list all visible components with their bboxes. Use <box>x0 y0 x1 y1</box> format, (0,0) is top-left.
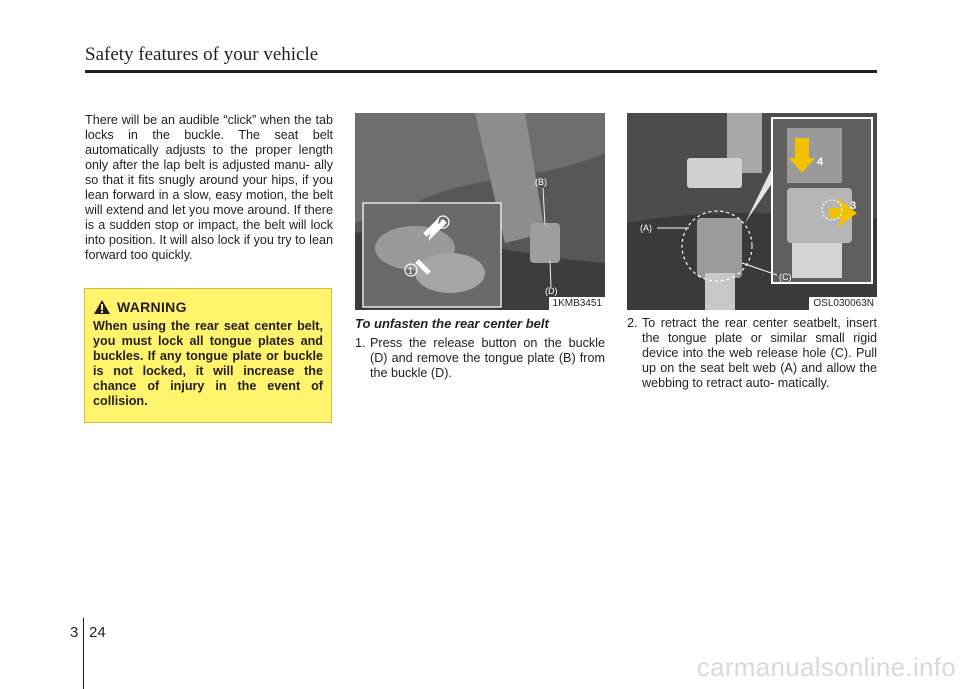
figure-code: 1KMB3451 <box>549 297 605 310</box>
page-header-title: Safety features of your vehicle <box>85 44 319 65</box>
figure-label-4: 4 <box>817 156 824 168</box>
figure-label-a: (A) <box>640 223 652 233</box>
chapter-number: 3 <box>70 624 79 641</box>
step-2 <box>627 316 877 391</box>
warning-box <box>84 288 332 423</box>
warning-title: WARNING <box>117 299 187 315</box>
footer-divider <box>83 618 84 689</box>
page-number: 24 <box>89 624 106 641</box>
body-paragraph: There will be an audible “click” when the tab locks in the buckle. The seat belt automatically adjusts to the proper length only after the lap belt is adjusted manu- ally so that it fits snugly around your hips, if you lean forward in a slow, easy motion, the belt will extend and let you move around. If there is a sudden stop or impact, the belt will lock into position. It will also lock if you try to lean forward too quickly. <box>85 113 333 262</box>
figure-label-3: 3 <box>850 200 857 212</box>
section-heading: To unfasten the rear center belt <box>355 316 549 331</box>
figure-label-2: 2 <box>440 218 446 228</box>
step-number: 2. <box>627 316 638 330</box>
step-1 <box>355 336 605 381</box>
figure-code: OSL030063N <box>809 297 877 310</box>
warning-triangle-icon <box>93 299 111 315</box>
watermark: carmanualsonline.info <box>696 652 956 682</box>
column-left <box>85 113 333 263</box>
figure-retract-illustration <box>627 113 877 310</box>
step-text: To retract the rear center seatbelt, insert the tongue plate or similar small rigid device into the web release hole (C). Pull up on the seat belt web (A) and allow the webbing to retract auto- matically. <box>642 316 877 390</box>
figure-label-c: (C) <box>779 272 792 282</box>
figure-unfasten-belt <box>355 113 605 310</box>
header-rule <box>85 70 877 73</box>
warning-header <box>93 299 323 315</box>
figure-label-b: (B) <box>535 177 547 187</box>
figure-unfasten-illustration <box>355 113 605 310</box>
figure-label-1: 1 <box>408 266 414 276</box>
figure-label-d: (D) <box>545 286 558 296</box>
step-text: Press the release button on the buckle (D) and remove the tongue plate (B) from the buckle (D). <box>370 336 605 380</box>
warning-text: When using the rear seat center belt, you must lock all tongue plates and buckles. If any tongue plate or buckle is not locked, it will increase the chance of injury in the event of collision. <box>93 319 323 408</box>
figure-retract-belt <box>627 113 877 310</box>
step-number: 1. <box>355 336 366 350</box>
